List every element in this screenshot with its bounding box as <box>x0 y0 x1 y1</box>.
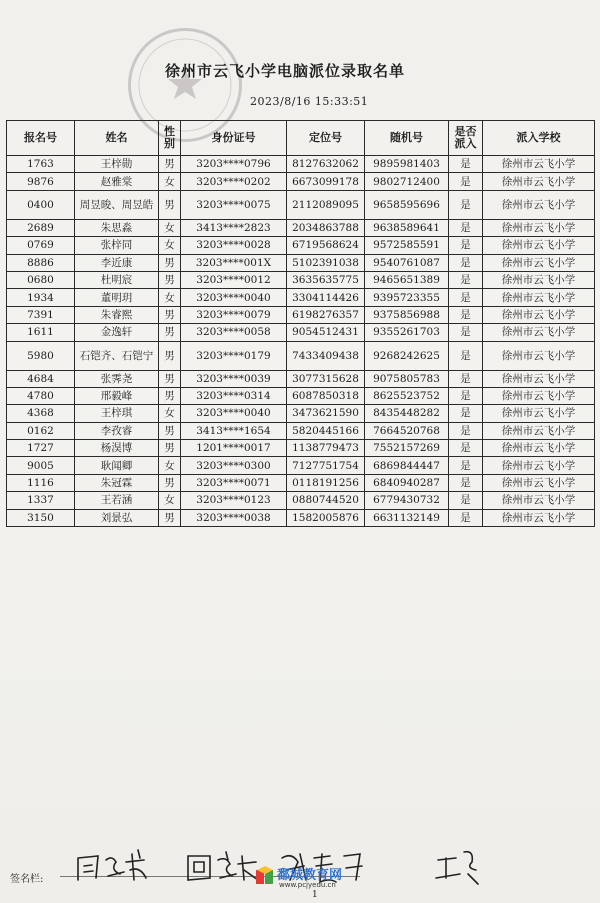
student-name-cell: 张霁尧 <box>75 370 159 387</box>
gender-cell: 男 <box>159 370 181 387</box>
table-row <box>7 422 595 439</box>
location-number-cell: 6673099178 <box>287 173 365 190</box>
gender-cell: 女 <box>159 457 181 474</box>
table-row <box>7 271 595 288</box>
assigned-school-cell: 徐州市云飞小学 <box>483 422 595 439</box>
gender-cell: 男 <box>159 156 181 173</box>
student-name-cell: 周昱晙、周昱皓 <box>75 190 159 219</box>
table-row <box>7 370 595 387</box>
table-row <box>7 341 595 370</box>
random-number-cell: 6779430732 <box>365 492 449 509</box>
admitted-flag-cell: 是 <box>449 422 483 439</box>
gender-cell: 男 <box>159 422 181 439</box>
assigned-school-cell: 徐州市云飞小学 <box>483 387 595 404</box>
id-number-cell: 3203****0040 <box>181 405 287 422</box>
random-number-cell: 9075805783 <box>365 370 449 387</box>
gender-cell: 男 <box>159 509 181 526</box>
random-number-cell: 9540761087 <box>365 254 449 271</box>
location-number-cell: 3077315628 <box>287 370 365 387</box>
location-number-cell: 2034863788 <box>287 219 365 236</box>
reg-number-cell: 4368 <box>7 405 75 422</box>
student-name-cell: 赵雅棠 <box>75 173 159 190</box>
random-number-cell: 9268242625 <box>365 341 449 370</box>
id-number-cell: 3413****1654 <box>181 422 287 439</box>
assigned-school-cell: 徐州市云飞小学 <box>483 509 595 526</box>
gender-cell: 男 <box>159 324 181 341</box>
id-number-cell: 3203****0012 <box>181 271 287 288</box>
id-number-cell: 3203****0039 <box>181 370 287 387</box>
gender-cell: 男 <box>159 341 181 370</box>
column-header: 报名号 <box>7 121 75 156</box>
id-number-cell: 3203****0038 <box>181 509 287 526</box>
id-number-cell: 3203****0075 <box>181 190 287 219</box>
location-number-cell: 1138779473 <box>287 440 365 457</box>
location-number-cell: 6198276357 <box>287 306 365 323</box>
table-row <box>7 387 595 404</box>
random-number-cell: 9375856988 <box>365 306 449 323</box>
assigned-school-cell: 徐州市云飞小学 <box>483 440 595 457</box>
gender-cell: 女 <box>159 237 181 254</box>
admitted-flag-cell: 是 <box>449 440 483 457</box>
admitted-flag-cell: 是 <box>449 509 483 526</box>
admitted-flag-cell: 是 <box>449 271 483 288</box>
admitted-flag-cell: 是 <box>449 341 483 370</box>
reg-number-cell: 5980 <box>7 341 75 370</box>
reg-number-cell: 3150 <box>7 509 75 526</box>
id-number-cell: 3413****2823 <box>181 219 287 236</box>
table-row <box>7 509 595 526</box>
gender-cell: 男 <box>159 271 181 288</box>
gender-cell: 男 <box>159 254 181 271</box>
random-number-cell: 6631132149 <box>365 509 449 526</box>
random-number-cell: 9355261703 <box>365 324 449 341</box>
id-number-cell: 3203****0071 <box>181 474 287 491</box>
admitted-flag-cell: 是 <box>449 492 483 509</box>
student-name-cell: 王梓琪 <box>75 405 159 422</box>
location-number-cell: 3304114426 <box>287 289 365 306</box>
column-header: 身份证号 <box>181 121 287 156</box>
random-number-cell: 9802712400 <box>365 173 449 190</box>
admitted-flag-cell: 是 <box>449 306 483 323</box>
location-number-cell: 5820445166 <box>287 422 365 439</box>
student-name-cell: 张梓同 <box>75 237 159 254</box>
assigned-school-cell: 徐州市云飞小学 <box>483 190 595 219</box>
admitted-flag-cell: 是 <box>449 219 483 236</box>
id-number-cell: 3203****001X <box>181 254 287 271</box>
gender-cell: 男 <box>159 440 181 457</box>
student-name-cell: 董明玥 <box>75 289 159 306</box>
id-number-cell: 3203****0123 <box>181 492 287 509</box>
student-name-cell: 朱思淼 <box>75 219 159 236</box>
location-number-cell: 5102391038 <box>287 254 365 271</box>
location-number-cell: 7433409438 <box>287 341 365 370</box>
table-row <box>7 492 595 509</box>
location-number-cell: 8127632062 <box>287 156 365 173</box>
gender-cell: 男 <box>159 190 181 219</box>
admission-table <box>6 120 595 527</box>
admitted-flag-cell: 是 <box>449 173 483 190</box>
table-row <box>7 474 595 491</box>
reg-number-cell: 9876 <box>7 173 75 190</box>
student-name-cell: 朱冠霖 <box>75 474 159 491</box>
site-watermark <box>255 862 355 892</box>
assigned-school-cell: 徐州市云飞小学 <box>483 306 595 323</box>
random-number-cell: 7552157269 <box>365 440 449 457</box>
gender-cell: 男 <box>159 387 181 404</box>
assigned-school-cell: 徐州市云飞小学 <box>483 219 595 236</box>
random-number-cell: 7664520768 <box>365 422 449 439</box>
student-name-cell: 朱睿熙 <box>75 306 159 323</box>
random-number-cell: 8625523752 <box>365 387 449 404</box>
reg-number-cell: 0162 <box>7 422 75 439</box>
reg-number-cell: 0400 <box>7 190 75 219</box>
table-row <box>7 237 595 254</box>
assigned-school-cell: 徐州市云飞小学 <box>483 289 595 306</box>
reg-number-cell: 1763 <box>7 156 75 173</box>
reg-number-cell: 2689 <box>7 219 75 236</box>
assigned-school-cell: 徐州市云飞小学 <box>483 237 595 254</box>
reg-number-cell: 1116 <box>7 474 75 491</box>
assigned-school-cell: 徐州市云飞小学 <box>483 156 595 173</box>
reg-number-cell: 7391 <box>7 306 75 323</box>
reg-number-cell: 8886 <box>7 254 75 271</box>
table-row <box>7 173 595 190</box>
location-number-cell: 6719568624 <box>287 237 365 254</box>
reg-number-cell: 0769 <box>7 237 75 254</box>
location-number-cell: 2112089095 <box>287 190 365 219</box>
student-name-cell: 邢毅峰 <box>75 387 159 404</box>
random-number-cell: 6840940287 <box>365 474 449 491</box>
reg-number-cell: 0680 <box>7 271 75 288</box>
random-number-cell: 9465651389 <box>365 271 449 288</box>
id-number-cell: 3203****0314 <box>181 387 287 404</box>
table-row <box>7 440 595 457</box>
column-header: 定位号 <box>287 121 365 156</box>
assigned-school-cell: 徐州市云飞小学 <box>483 324 595 341</box>
reg-number-cell: 1727 <box>7 440 75 457</box>
signature-label: 签名栏: <box>10 874 44 885</box>
student-name-cell: 李孜睿 <box>75 422 159 439</box>
table-body <box>7 156 595 527</box>
table-row <box>7 289 595 306</box>
admitted-flag-cell: 是 <box>449 457 483 474</box>
assigned-school-cell: 徐州市云飞小学 <box>483 341 595 370</box>
table-row <box>7 324 595 341</box>
reg-number-cell: 4780 <box>7 387 75 404</box>
column-header: 姓名 <box>75 121 159 156</box>
column-header: 性别 <box>159 121 181 156</box>
random-number-cell: 8435448282 <box>365 405 449 422</box>
reg-number-cell: 9005 <box>7 457 75 474</box>
reg-number-cell: 1934 <box>7 289 75 306</box>
location-number-cell: 7127751754 <box>287 457 365 474</box>
assigned-school-cell: 徐州市云飞小学 <box>483 254 595 271</box>
random-number-cell: 9395723355 <box>365 289 449 306</box>
table-row <box>7 306 595 323</box>
location-number-cell: 0880744520 <box>287 492 365 509</box>
student-name-cell: 金逸轩 <box>75 324 159 341</box>
random-number-cell: 9895981403 <box>365 156 449 173</box>
random-number-cell: 6869844447 <box>365 457 449 474</box>
admitted-flag-cell: 是 <box>449 254 483 271</box>
table-header-row <box>7 121 595 156</box>
admitted-flag-cell: 是 <box>449 370 483 387</box>
reg-number-cell: 4684 <box>7 370 75 387</box>
table-row <box>7 219 595 236</box>
assigned-school-cell: 徐州市云飞小学 <box>483 474 595 491</box>
location-number-cell: 3473621590 <box>287 405 365 422</box>
random-number-cell: 9572585591 <box>365 237 449 254</box>
student-name-cell: 耿闻卿 <box>75 457 159 474</box>
assigned-school-cell: 徐州市云飞小学 <box>483 405 595 422</box>
gender-cell: 男 <box>159 306 181 323</box>
gender-cell: 女 <box>159 405 181 422</box>
random-number-cell: 9638589641 <box>365 219 449 236</box>
location-number-cell: 9054512431 <box>287 324 365 341</box>
assigned-school-cell: 徐州市云飞小学 <box>483 173 595 190</box>
page-number: 1 <box>312 890 318 900</box>
admitted-flag-cell: 是 <box>449 237 483 254</box>
table-row <box>7 156 595 173</box>
table-row <box>7 190 595 219</box>
gender-cell: 女 <box>159 289 181 306</box>
location-number-cell: 6087850318 <box>287 387 365 404</box>
column-header: 派入学校 <box>483 121 595 156</box>
table-row <box>7 254 595 271</box>
student-name-cell: 李近康 <box>75 254 159 271</box>
assigned-school-cell: 徐州市云飞小学 <box>483 271 595 288</box>
student-name-cell: 王若涵 <box>75 492 159 509</box>
student-name-cell: 刘景弘 <box>75 509 159 526</box>
admitted-flag-cell: 是 <box>449 405 483 422</box>
gender-cell: 女 <box>159 492 181 509</box>
timestamp: 2023/8/16 15:33:51 <box>250 95 369 108</box>
student-name-cell: 王梓勋 <box>75 156 159 173</box>
table-row <box>7 405 595 422</box>
gender-cell: 男 <box>159 474 181 491</box>
admitted-flag-cell: 是 <box>449 474 483 491</box>
gender-cell: 女 <box>159 173 181 190</box>
location-number-cell: 0118191256 <box>287 474 365 491</box>
student-name-cell: 杜明宸 <box>75 271 159 288</box>
assigned-school-cell: 徐州市云飞小学 <box>483 457 595 474</box>
admitted-flag-cell: 是 <box>449 387 483 404</box>
assigned-school-cell: 徐州市云飞小学 <box>483 370 595 387</box>
gender-cell: 女 <box>159 219 181 236</box>
id-number-cell: 3203****0202 <box>181 173 287 190</box>
id-number-cell: 3203****0028 <box>181 237 287 254</box>
student-name-cell: 杨淏博 <box>75 440 159 457</box>
watermark-book-icon <box>255 866 275 888</box>
watermark-url: www.pcjyedu.cn <box>279 881 336 889</box>
location-number-cell: 1582005876 <box>287 509 365 526</box>
page-title: 徐州市云飞小学电脑派位录取名单 <box>165 62 406 80</box>
column-header: 随机号 <box>365 121 449 156</box>
id-number-cell: 3203****0796 <box>181 156 287 173</box>
id-number-cell: 3203****0300 <box>181 457 287 474</box>
admitted-flag-cell: 是 <box>449 156 483 173</box>
id-number-cell: 3203****0040 <box>181 289 287 306</box>
id-number-cell: 3203****0179 <box>181 341 287 370</box>
reg-number-cell: 1611 <box>7 324 75 341</box>
reg-number-cell: 1337 <box>7 492 75 509</box>
watermark-name: 鄱城教育网 <box>277 868 343 883</box>
column-header: 是否派入 <box>449 121 483 156</box>
student-name-cell: 石铠齐、石铠宁 <box>75 341 159 370</box>
id-number-cell: 3203****0079 <box>181 306 287 323</box>
admitted-flag-cell: 是 <box>449 190 483 219</box>
random-number-cell: 9658595696 <box>365 190 449 219</box>
admitted-flag-cell: 是 <box>449 324 483 341</box>
admitted-flag-cell: 是 <box>449 289 483 306</box>
assigned-school-cell: 徐州市云飞小学 <box>483 492 595 509</box>
table-row <box>7 457 595 474</box>
id-number-cell: 3203****0058 <box>181 324 287 341</box>
id-number-cell: 1201****0017 <box>181 440 287 457</box>
location-number-cell: 3635635775 <box>287 271 365 288</box>
